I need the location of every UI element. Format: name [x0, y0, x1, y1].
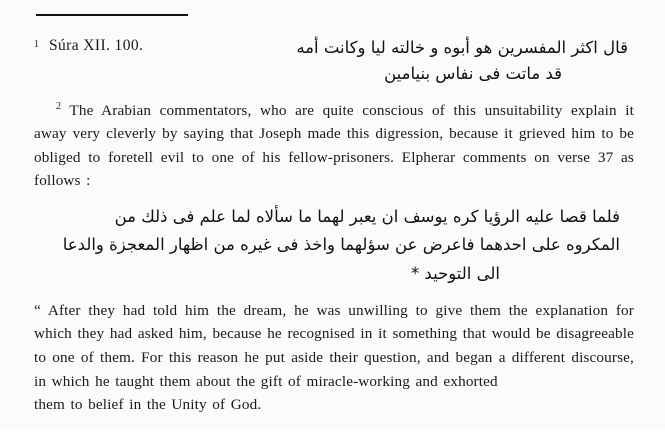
arabic-quotation-block	[34, 203, 634, 288]
translation-last-line: them to belief in the Unity of God.	[34, 396, 262, 414]
footnote-marker: 1	[34, 39, 39, 50]
paragraph-marker: 2	[56, 100, 62, 112]
page-content	[34, 30, 634, 432]
horizontal-rule	[36, 14, 188, 16]
translation-text: “ After they had told him the dream, he was unwilling to give them the explanation for which they had asked him, because he recognised in it something that would be disagreeable to one of them. For this reason he put aside their question, and began a different discourse, in which he taught them about the gift of miracle-working and exhorted	[34, 301, 634, 390]
arabic-quote-line-3: الى التوحيد *	[410, 263, 500, 283]
footnote-arabic-line-1: قال اكثر المفسرين هو أبوه و خالته ليا وكانت أمه	[296, 38, 628, 57]
footnote-arabic-line-2: قد ماتت فى نفاس بنيامين	[384, 63, 562, 83]
arabic-quote-line-2: المكروه على احدهما فاعرض عن سؤلهما واخذ فى غيره من اظهار المعجزة والدعا	[62, 235, 620, 255]
footnote-reference-row	[34, 36, 634, 61]
translation-paragraph	[34, 299, 634, 417]
footnote-sura-reference: Súra XII. 100.	[49, 37, 144, 54]
paragraph-commentators	[34, 99, 634, 193]
arabic-quote-line-1: فلما قصا عليه الرؤيا كره يوسف ان يعبر لهما ما سألاه لما علم فى ذلك من	[114, 206, 620, 226]
paragraph-text: The Arabian commentators, who are quite conscious of this unsuitability explain it away very cleverly by saying that Joseph made this digression, because it grieved him to be obliged to foretell evil to one of his fellow-prisoners. Elpherar comments on verse 37 as follows :	[34, 101, 634, 190]
